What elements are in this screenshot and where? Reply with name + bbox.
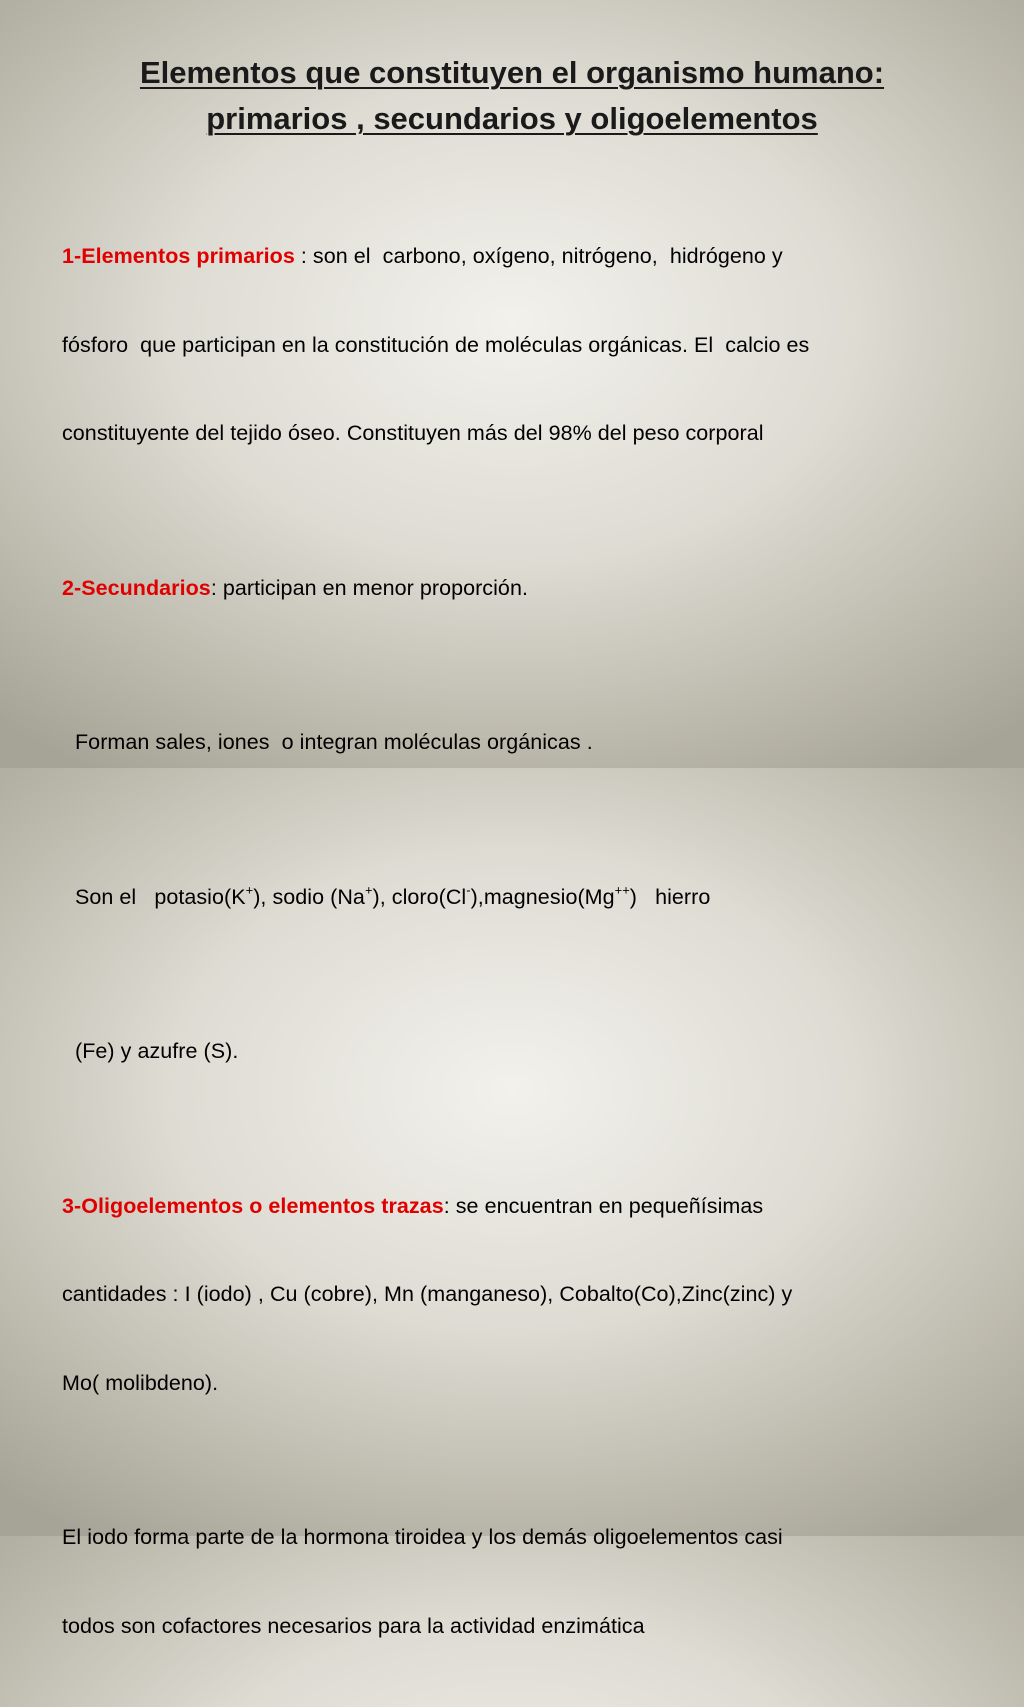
slide-title [40, 50, 984, 142]
secundarios-heading: 2-Secundarios [62, 575, 211, 600]
paragraph-secundarios-elementos [62, 824, 972, 972]
sodium-charge: + [364, 881, 373, 897]
primarios-line-2: fósforo que participan en la constitución de moléculas orgánicas. El calcio es [62, 332, 810, 357]
oligo-line-2: cantidades : I (iodo) , Cu (cobre), Mn (manganeso), Cobalto(Co),Zinc(zinc) y [62, 1282, 793, 1306]
primarios-line-3: constituyente del tejido óseo. Constituyen más del 98% del peso corporal [62, 421, 764, 445]
paragraph-secundarios-fe [62, 978, 972, 1126]
secundarios-line-3 [75, 883, 972, 913]
secundarios-line-4: (Fe) y azufre (S). [75, 1039, 239, 1063]
paragraph-secundarios-forman [62, 669, 972, 817]
secundarios-text-a: Son el potasio(K [75, 884, 246, 909]
iodo-line-2: todos son cofactores necesarios para la actividad enzimática [62, 1613, 645, 1638]
paragraph-secundarios [62, 515, 972, 663]
iodo-line-1: El iodo forma parte de la hormona tiroidea y los demás oligoelementos casi [62, 1525, 783, 1549]
oligo-line-1-text: : se encuentran en pequeñísimas [443, 1193, 764, 1218]
chlorine-charge: - [466, 881, 471, 897]
paragraph-oligoelementos [62, 1133, 972, 1458]
title-line-2: primarios , secundarios y oligoelementos [206, 101, 818, 136]
potassium-charge: + [245, 881, 254, 897]
primarios-line-1-text: : son el carbono, oxígeno, nitrógeno, hidrógeno y [294, 244, 783, 268]
magnesium-charge: ++ [614, 881, 630, 897]
secundarios-text-e: ) hierro [629, 884, 711, 909]
secundarios-text-d: ),magnesio(Mg [470, 884, 615, 909]
primarios-line-1 [62, 242, 972, 272]
primarios-heading: 1-Elementos primarios [62, 244, 295, 268]
oligo-line-3: Mo( molibdeno). [62, 1370, 219, 1395]
secundarios-text-b: ), sodio (Na [253, 884, 365, 909]
secundarios-line-2: Forman sales, iones o integran moléculas orgánicas . [75, 730, 593, 754]
slide-body [62, 183, 972, 1707]
secundarios-text-c: ), cloro(Cl [372, 884, 467, 909]
paragraph-primarios [62, 183, 972, 508]
secundarios-line-1 [62, 574, 972, 604]
secundarios-line-1-text: : participan en menor proporción. [210, 575, 528, 600]
oligo-heading: 3-Oligoelementos o elementos trazas [62, 1193, 444, 1218]
title-line-1: Elementos que constituyen el organismo humano: [139, 55, 885, 90]
paragraph-iodo [62, 1464, 972, 1700]
oligo-line-1 [62, 1192, 972, 1222]
